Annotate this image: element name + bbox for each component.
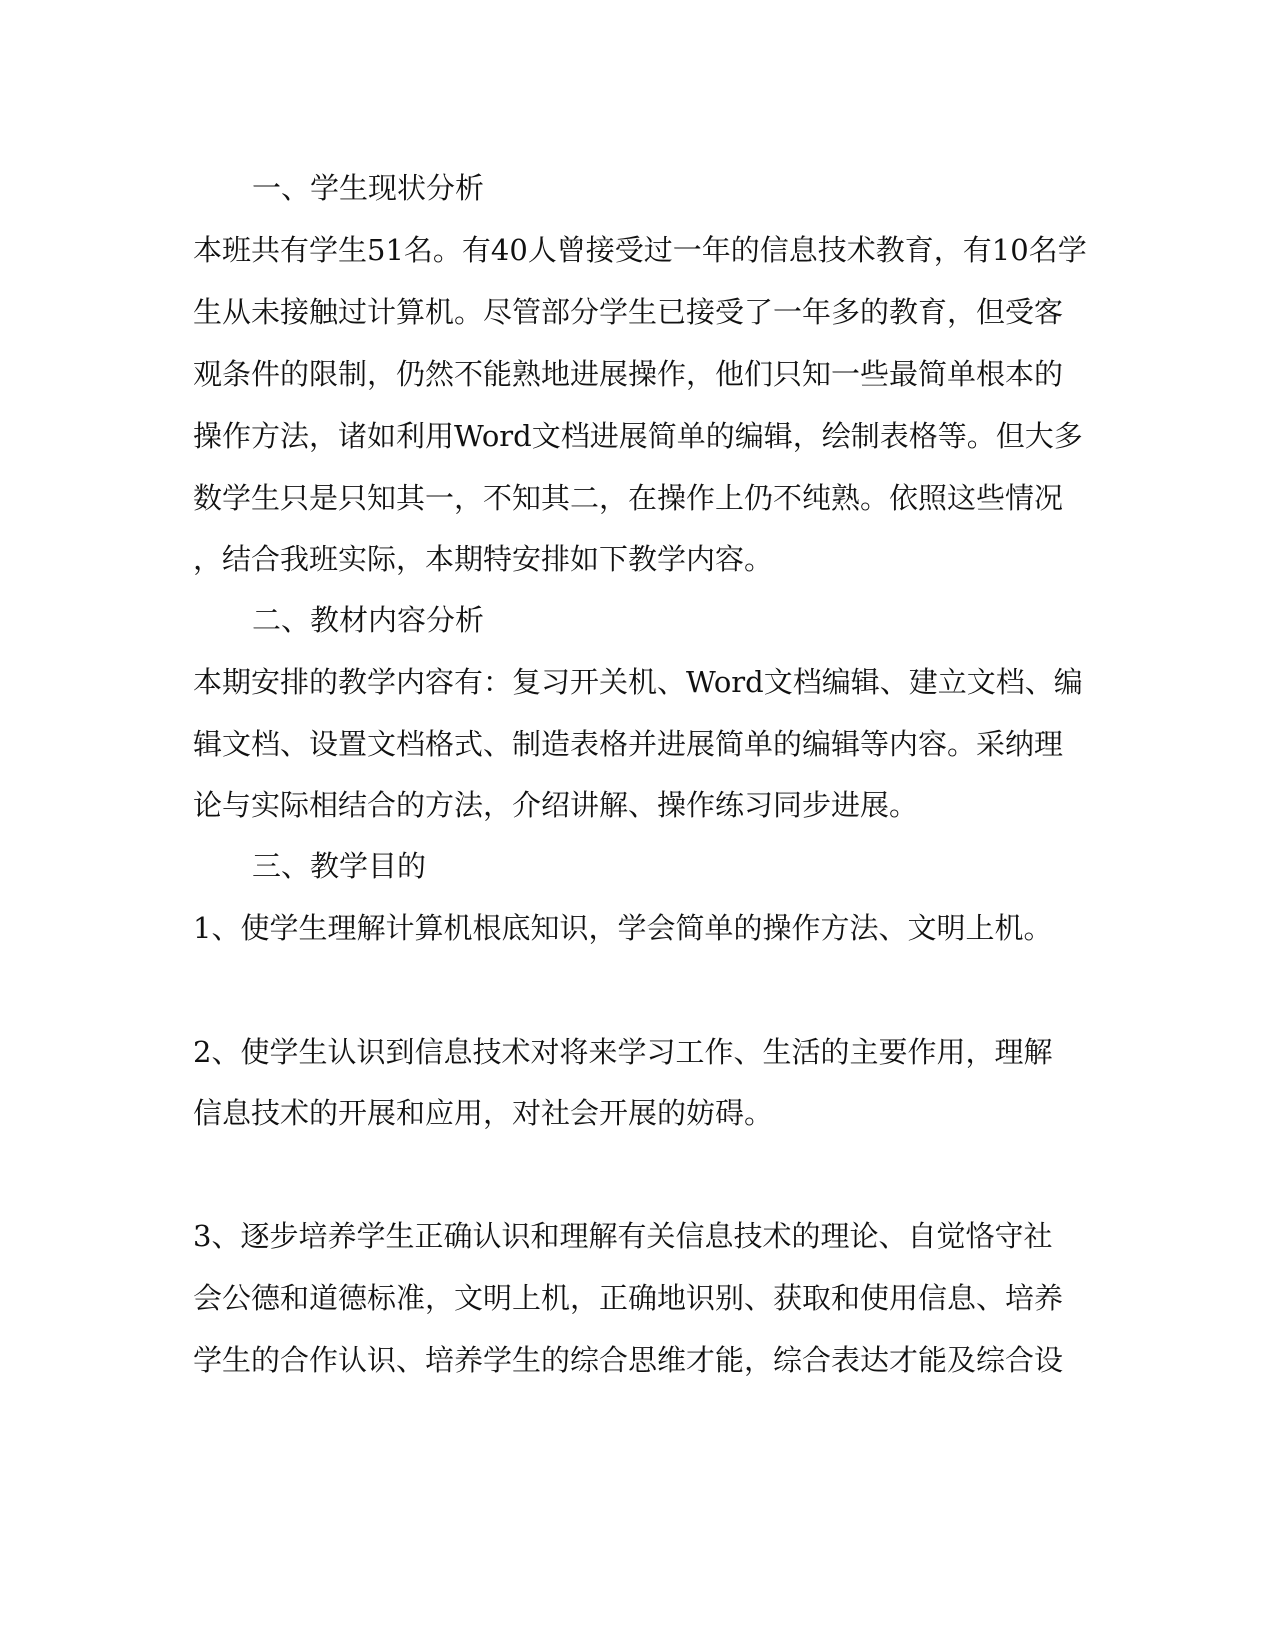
section-2-line-3: 论与实际相结合的方法，介绍讲解、操作练习同步进展。 [193,788,919,822]
section-heading-1: 一、学生现状分析 [252,171,485,205]
section-1-line-6: ，结合我班实际，本期特安排如下教学内容。 [193,542,774,576]
section-1-line-4: 操作方法，诸如利用Word文档进展简单的编辑，绘制表格等。但大多 [193,419,1083,453]
objective-2-line-1: 2、使学生认识到信息技术对将来学习工作、生活的主要作用，理解 [193,1035,1053,1069]
section-1-line-3: 观条件的限制，仍然不能熟地进展操作，他们只知一些最简单根本的 [193,357,1064,391]
section-heading-2: 二、教材内容分析 [252,603,485,637]
section-1-line-5: 数学生只是只知其一，不知其二，在操作上仍不纯熟。依照这些情况 [193,481,1064,515]
objective-3-line-3: 学生的合作认识、培养学生的综合思维才能，综合表达才能及综合设 [193,1343,1064,1377]
section-2-line-2: 辑文档、设置文档格式、制造表格并进展简单的编辑等内容。采纳理 [193,727,1064,761]
objective-3-line-1: 3、逐步培养学生正确认识和理解有关信息技术的理论、自觉恪守社 [193,1219,1053,1253]
objective-3-line-2: 会公德和道德标准，文明上机，正确地识别、获取和使用信息、培养 [193,1281,1064,1315]
section-1-line-1: 本班共有学生51名。有40人曾接受过一年的信息技术教育，有10名学 [193,233,1087,267]
section-1-line-2: 生从未接触过计算机。尽管部分学生已接受了一年多的教育，但受客 [193,295,1064,329]
section-heading-3: 三、教学目的 [252,849,427,883]
objective-1-line-1: 1、使学生理解计算机根底知识，学会简单的操作方法、文明上机。 [193,911,1053,945]
objective-2-line-2: 信息技术的开展和应用，对社会开展的妨碍。 [193,1096,774,1130]
section-2-line-1: 本期安排的教学内容有：复习开关机、Word文档编辑、建立文档、编 [193,665,1083,699]
